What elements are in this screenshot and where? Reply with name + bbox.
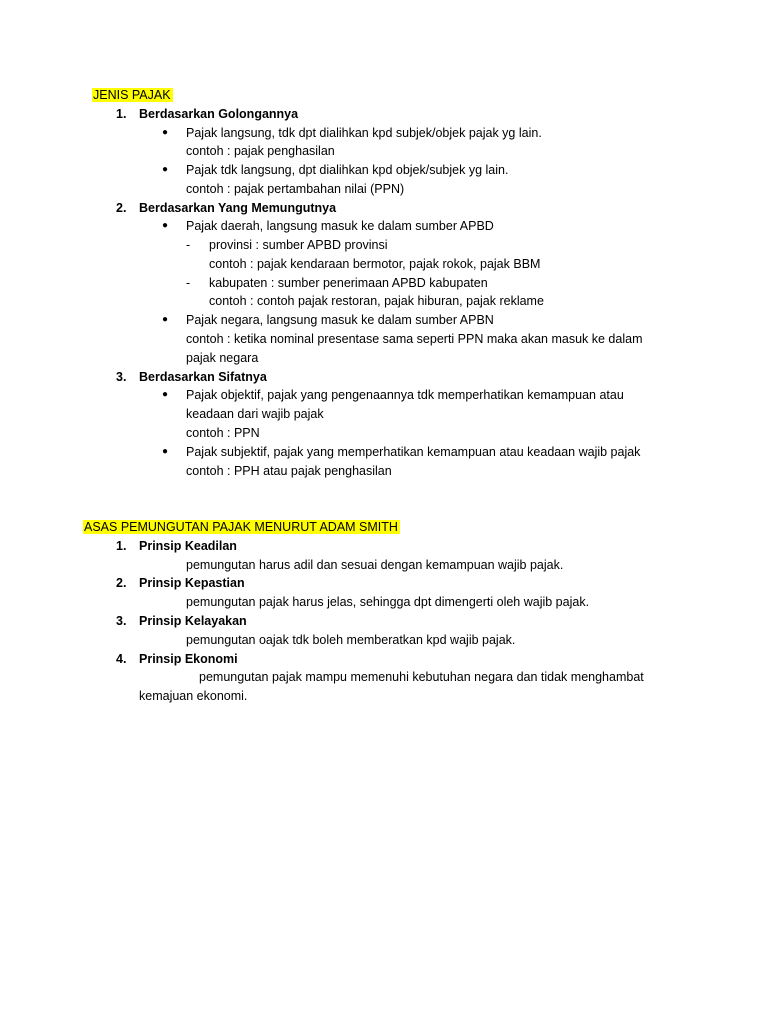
bullet-text: Pajak tdk langsung, dpt dialihkan kpd objek/subjek yg lain. <box>186 163 509 177</box>
bullet-text: Pajak objektif, pajak yang pengenaannya tdk memperhatikan kemampuan atau <box>186 388 624 402</box>
example-text: contoh : pajak penghasilan <box>186 144 335 158</box>
highlighted-heading: JENIS PAJAK <box>93 88 171 102</box>
example-text: contoh : pajak kendaraan bermotor, pajak rokok, pajak BBM <box>209 257 541 271</box>
principle-description: pemungutan oajak tdk boleh memberatkan kpd wajib pajak. <box>186 633 516 647</box>
example-text: contoh : ketika nominal presentase sama seperti PPN maka akan masuk ke dalam <box>186 332 643 346</box>
jenis-pajak-heading <box>92 86 173 105</box>
asas-heading <box>83 518 400 537</box>
bullet-text-continued: keadaan dari wajib pajak <box>186 407 324 421</box>
item-number: 1. <box>116 539 127 553</box>
bullet-text: Pajak subjektif, pajak yang memperhatikan kemampuan atau keadaan wajib pajak <box>186 445 641 459</box>
principle-description: pemungutan pajak harus jelas, sehingga dpt dimengerti oleh wajib pajak. <box>186 595 590 609</box>
principle-title: Prinsip Kepastian <box>139 576 245 590</box>
bullet-icon: ● <box>162 389 169 400</box>
bullet-text: Pajak negara, langsung masuk ke dalam sumber APBN <box>186 313 494 327</box>
example-text: contoh : PPH atau pajak penghasilan <box>186 464 392 478</box>
section-title: Berdasarkan Golongannya <box>139 107 299 121</box>
dash-marker: - <box>186 238 191 252</box>
section-number: 1. <box>116 107 127 121</box>
bullet-icon: ● <box>162 127 169 138</box>
bullet-icon: ● <box>162 164 169 175</box>
bullet-icon: ● <box>162 446 169 457</box>
section-number: 2. <box>116 201 127 215</box>
principle-title: Prinsip Ekonomi <box>139 652 238 666</box>
example-text: contoh : PPN <box>186 426 260 440</box>
bullet-text: Pajak daerah, langsung masuk ke dalam sumber APBD <box>186 219 494 233</box>
example-text: contoh : contoh pajak restoran, pajak hiburan, pajak reklame <box>209 294 544 308</box>
item-number: 4. <box>116 652 127 666</box>
principle-description-continued: kemajuan ekonomi. <box>139 689 248 703</box>
principle-description: pemungutan harus adil dan sesuai dengan kemampuan wajib pajak. <box>186 558 564 572</box>
principle-title: Prinsip Keadilan <box>139 539 237 553</box>
item-number: 3. <box>116 614 127 628</box>
item-number: 2. <box>116 576 127 590</box>
bullet-icon: ● <box>162 314 169 325</box>
section-title: Berdasarkan Yang Memungutnya <box>139 201 337 215</box>
dash-marker: - <box>186 276 191 290</box>
section-number: 3. <box>116 370 127 384</box>
section-title: Berdasarkan Sifatnya <box>139 370 267 384</box>
principle-title: Prinsip Kelayakan <box>139 614 247 628</box>
bullet-text: Pajak langsung, tdk dpt dialihkan kpd subjek/objek pajak yg lain. <box>186 126 542 140</box>
bullet-icon: ● <box>162 220 169 231</box>
subitem-text: kabupaten : sumber penerimaan APBD kabupaten <box>209 276 488 290</box>
principle-description: pemungutan pajak mampu memenuhi kebutuhan negara dan tidak menghambat <box>199 670 644 684</box>
example-text: contoh : pajak pertambahan nilai (PPN) <box>186 182 405 196</box>
example-text-continued: pajak negara <box>186 351 259 365</box>
highlighted-heading: ASAS PEMUNGUTAN PAJAK MENURUT ADAM SMITH <box>84 520 398 534</box>
subitem-text: provinsi : sumber APBD provinsi <box>209 238 388 252</box>
